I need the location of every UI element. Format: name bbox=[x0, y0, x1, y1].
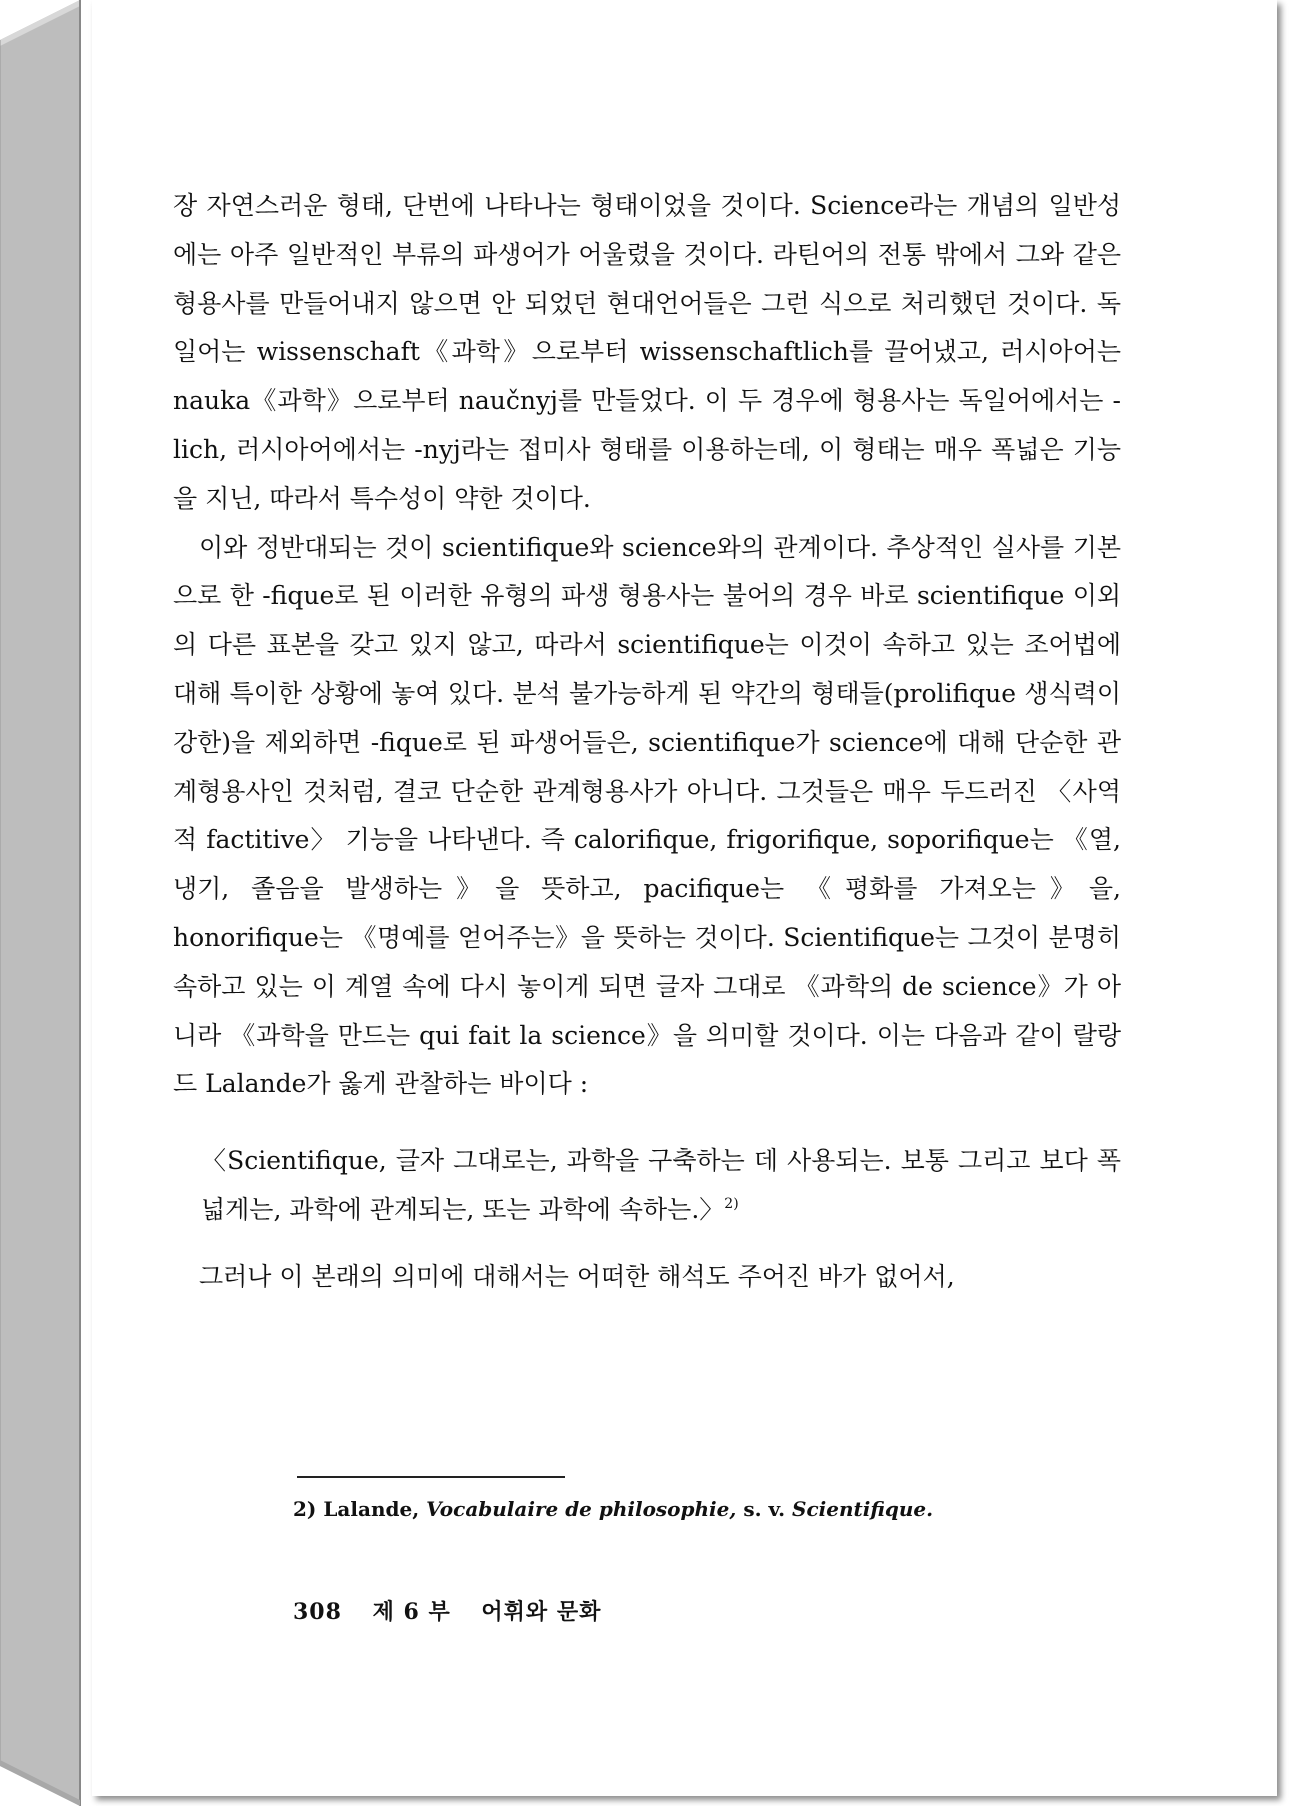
section-label: 어휘와 문화 bbox=[481, 1599, 602, 1625]
book-edge bbox=[0, 0, 92, 1806]
block-quote bbox=[201, 1137, 1121, 1235]
quote-text: 〈Scientifique, 글자 그대로는, 과학을 구축하는 데 사용되는. 보통 그리고 보다 폭넓게는, 과학에 관계되는, 또는 과학에 속하는.〉 bbox=[201, 1146, 1121, 1224]
footnote-divider bbox=[297, 1476, 565, 1478]
footnote-reference: 2) bbox=[724, 1195, 739, 1212]
body-paragraph-1: 장 자연스러운 형태, 단번에 나타나는 형태이었을 것이다. Science라는 개념의 일반성에는 아주 일반적인 부류의 파생어가 어울렸을 것이다. 라틴어의 전통 밖에서 그와 같은 형용사를 만들어내지 않으면 안 되었던 현대언어들은 그런 식으로 처리했던 것이다. 독일어는 wissenschaft《과학》으로부터 wissenschaftlich를 끌어냈고, 러시아어는 nauka《과학》으로부터 naučnyj를 만들었다. 이 두 경우에 형용사는 독일어에서는 -lich, 러시아어에서는 -nyj라는 접미사 형태를 이용하는데, 이 형태는 매우 폭넓은 기능을 지닌, 따라서 특수성이 약한 것이다. bbox=[173, 191, 1121, 513]
footnote-marker: 2) bbox=[293, 1497, 317, 1521]
footnote-author: Lalande, bbox=[323, 1497, 420, 1521]
part-label: 제 6 부 bbox=[372, 1599, 451, 1625]
body-paragraph-3: 그러나 이 본래의 의미에 대해서는 어떠한 해석도 주어진 바가 없어서, bbox=[199, 1261, 955, 1291]
page-body bbox=[173, 182, 1121, 1302]
body-paragraph-2: 이와 정반대되는 것이 scientifique와 science와의 관계이다. 추상적인 실사를 기본으로 한 -fique로 된 이러한 유형의 파생 형용사는 불어의 경우 바로 scientifique 이외의 다른 표본을 갖고 있지 않고, 따라서 scientifique는 이것이 속하고 있는 조어법에 대해 특이한 상황에 놓여 있다. 분석 불가능하게 된 약간의 형태들(prolifique 생식력이 강한)을 제외하면 -fique로 된 파생어들은, scientifique가 science에 대해 단순한 관계형용사인 것처럼, 결코 단순한 관계형용사가 아니다. 그것들은 매우 두드러진 〈사역적 factitive〉 기능을 나타낸다. 즉 calorifique, frigorifique, soporifique는 《열, 냉기, 졸음을 발생하는》을 뜻하고, pacifique는 《평화를 가져오는》을, honorifique는 《명예를 얻어주는》을 뜻하는 것이다. Scientifique는 그것이 분명히 속하고 있는 이 계열 속에 다시 놓이게 되면 글자 그대로 《과학의 de science》가 아니라 《과학을 만드는 qui fait la science》을 의미할 것이다. 이는 다음과 같이 랄랑드 Lalande가 옳게 관찰하는 바이다 : bbox=[173, 532, 1121, 1099]
footnote-sv: s. v. bbox=[743, 1497, 786, 1521]
footnote bbox=[293, 1497, 933, 1521]
page-footer bbox=[293, 1595, 623, 1626]
footnote-entry: Scientifique. bbox=[792, 1497, 934, 1521]
page-number: 308 bbox=[293, 1599, 342, 1625]
footnote-title: Vocabulaire de philosophie, bbox=[426, 1497, 737, 1521]
